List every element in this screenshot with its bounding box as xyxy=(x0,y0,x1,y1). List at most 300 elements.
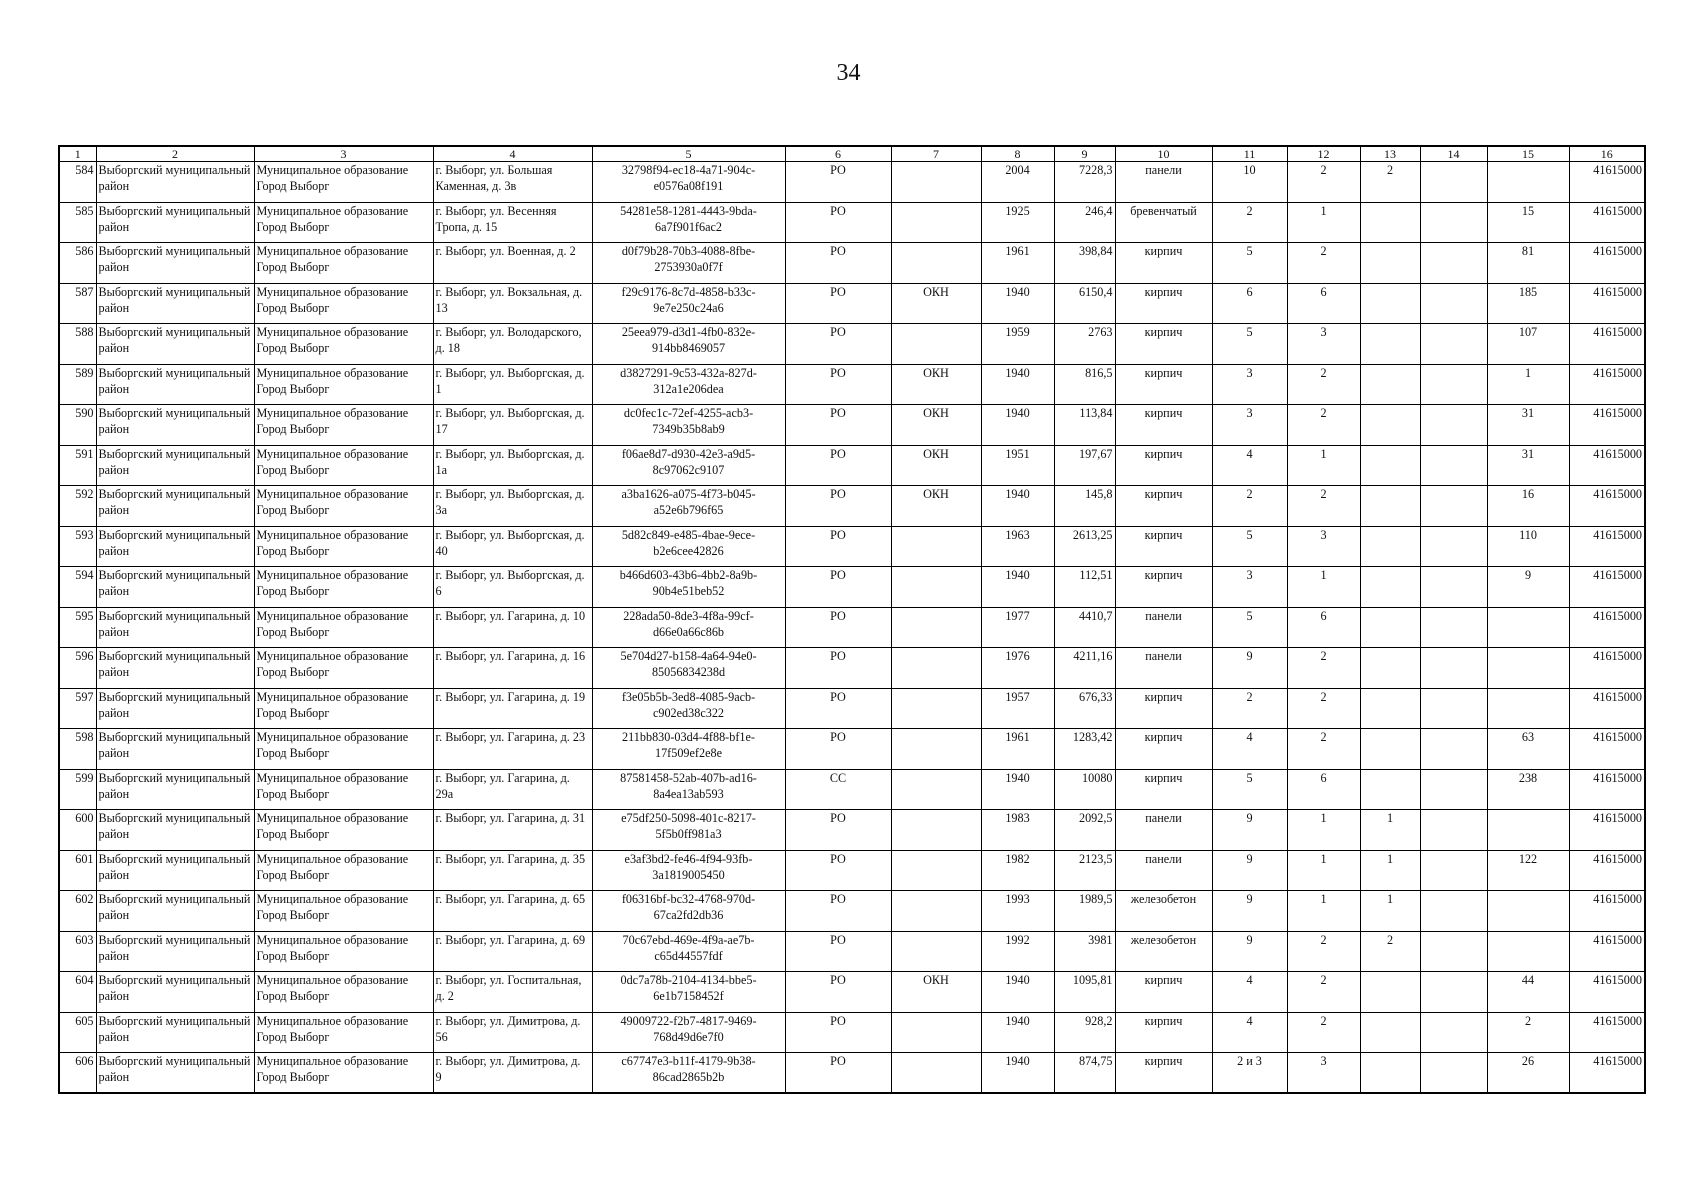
column-15-value-cell xyxy=(1487,688,1569,729)
municipality-name-cell: Муниципальное образование Город Выборг xyxy=(254,769,433,810)
ownership-type-cell: РО xyxy=(785,243,891,284)
heritage-status-cell: ОКН xyxy=(891,283,981,324)
ownership-type-cell: РО xyxy=(785,162,891,203)
column-header-6: 6 xyxy=(785,146,891,162)
column-15-value-cell: 110 xyxy=(1487,526,1569,567)
column-13-value-cell xyxy=(1360,729,1420,770)
floors-cell: 2 xyxy=(1212,688,1287,729)
column-15-value-cell: 81 xyxy=(1487,243,1569,284)
district-name-cell: Выборгский муниципальный район xyxy=(96,1053,254,1094)
district-name-cell: Выборгский муниципальный район xyxy=(96,283,254,324)
column-14-value-cell xyxy=(1420,445,1487,486)
construction-year-cell: 1940 xyxy=(981,405,1054,446)
column-header-2: 2 xyxy=(96,146,254,162)
row-number-cell: 587 xyxy=(59,283,96,324)
entrances-cell: 6 xyxy=(1287,769,1360,810)
heritage-status-cell xyxy=(891,607,981,648)
floors-cell: 2 и 3 xyxy=(1212,1053,1287,1094)
address-cell: г. Выборг, ул. Гагарина, д. 19 xyxy=(433,688,592,729)
row-number-cell: 592 xyxy=(59,486,96,527)
column-header-7: 7 xyxy=(891,146,981,162)
column-13-value-cell xyxy=(1360,486,1420,527)
wall-material-cell: кирпич xyxy=(1115,405,1212,446)
oktmo-code-cell: 41615000 xyxy=(1569,243,1645,284)
wall-material-cell: кирпич xyxy=(1115,769,1212,810)
total-area-cell: 197,67 xyxy=(1054,445,1115,486)
district-name-cell: Выборгский муниципальный район xyxy=(96,607,254,648)
column-13-value-cell xyxy=(1360,607,1420,648)
row-number-cell: 594 xyxy=(59,567,96,608)
entrances-cell: 6 xyxy=(1287,607,1360,648)
column-15-value-cell: 26 xyxy=(1487,1053,1569,1094)
total-area-cell: 2092,5 xyxy=(1054,810,1115,851)
oktmo-code-cell: 41615000 xyxy=(1569,202,1645,243)
table-row xyxy=(59,1012,1645,1053)
total-area-cell: 1095,81 xyxy=(1054,972,1115,1013)
heritage-status-cell: ОКН xyxy=(891,445,981,486)
table-row xyxy=(59,162,1645,203)
entrances-cell: 2 xyxy=(1287,688,1360,729)
row-number-cell: 598 xyxy=(59,729,96,770)
municipality-name-cell: Муниципальное образование Город Выборг xyxy=(254,810,433,851)
municipality-name-cell: Муниципальное образование Город Выборг xyxy=(254,567,433,608)
wall-material-cell: панели xyxy=(1115,850,1212,891)
municipality-name-cell: Муниципальное образование Город Выборг xyxy=(254,202,433,243)
row-number-cell: 597 xyxy=(59,688,96,729)
column-14-value-cell xyxy=(1420,1053,1487,1094)
oktmo-code-cell: 41615000 xyxy=(1569,567,1645,608)
municipality-name-cell: Муниципальное образование Город Выборг xyxy=(254,1053,433,1094)
column-14-value-cell xyxy=(1420,202,1487,243)
column-15-value-cell: 44 xyxy=(1487,972,1569,1013)
column-14-value-cell xyxy=(1420,405,1487,446)
wall-material-cell: панели xyxy=(1115,648,1212,689)
floors-cell: 6 xyxy=(1212,283,1287,324)
oktmo-code-cell: 41615000 xyxy=(1569,972,1645,1013)
municipality-name-cell: Муниципальное образование Город Выборг xyxy=(254,607,433,648)
entrances-cell: 3 xyxy=(1287,1053,1360,1094)
total-area-cell: 2763 xyxy=(1054,324,1115,365)
table-row xyxy=(59,202,1645,243)
table-row xyxy=(59,243,1645,284)
column-14-value-cell xyxy=(1420,850,1487,891)
floors-cell: 3 xyxy=(1212,567,1287,608)
table-row xyxy=(59,729,1645,770)
total-area-cell: 4410,7 xyxy=(1054,607,1115,648)
address-cell: г. Выборг, ул. Гагарина, д. 29а xyxy=(433,769,592,810)
column-15-value-cell: 107 xyxy=(1487,324,1569,365)
total-area-cell: 1989,5 xyxy=(1054,891,1115,932)
column-13-value-cell xyxy=(1360,688,1420,729)
construction-year-cell: 1957 xyxy=(981,688,1054,729)
address-cell: г. Выборг, ул. Димитрова, д. 9 xyxy=(433,1053,592,1094)
address-cell: г. Выборг, ул. Вокзальная, д. 13 xyxy=(433,283,592,324)
municipality-name-cell: Муниципальное образование Город Выборг xyxy=(254,486,433,527)
column-13-value-cell xyxy=(1360,1053,1420,1094)
address-cell: г. Выборг, ул. Гагарина, д. 35 xyxy=(433,850,592,891)
row-number-cell: 585 xyxy=(59,202,96,243)
district-name-cell: Выборгский муниципальный район xyxy=(96,688,254,729)
column-13-value-cell xyxy=(1360,648,1420,689)
total-area-cell: 928,2 xyxy=(1054,1012,1115,1053)
column-13-value-cell xyxy=(1360,283,1420,324)
ownership-type-cell: РО xyxy=(785,850,891,891)
column-15-value-cell xyxy=(1487,891,1569,932)
heritage-status-cell xyxy=(891,729,981,770)
ownership-type-cell: РО xyxy=(785,364,891,405)
row-number-cell: 590 xyxy=(59,405,96,446)
construction-year-cell: 1963 xyxy=(981,526,1054,567)
municipality-name-cell: Муниципальное образование Город Выборг xyxy=(254,972,433,1013)
wall-material-cell: кирпич xyxy=(1115,243,1212,284)
entrances-cell: 1 xyxy=(1287,850,1360,891)
construction-year-cell: 1977 xyxy=(981,607,1054,648)
object-guid-cell: d0f79b28-70b3-4088-8fbe-2753930a0f7f xyxy=(592,243,785,284)
address-cell: г. Выборг, ул. Гагарина, д. 31 xyxy=(433,810,592,851)
entrances-cell: 2 xyxy=(1287,162,1360,203)
column-14-value-cell xyxy=(1420,729,1487,770)
construction-year-cell: 1940 xyxy=(981,972,1054,1013)
total-area-cell: 145,8 xyxy=(1054,486,1115,527)
total-area-cell: 6150,4 xyxy=(1054,283,1115,324)
district-name-cell: Выборгский муниципальный район xyxy=(96,1012,254,1053)
address-cell: г. Выборг, ул. Гагарина, д. 16 xyxy=(433,648,592,689)
ownership-type-cell: РО xyxy=(785,891,891,932)
address-cell: г. Выборг, ул. Гагарина, д. 10 xyxy=(433,607,592,648)
district-name-cell: Выборгский муниципальный район xyxy=(96,850,254,891)
wall-material-cell: кирпич xyxy=(1115,729,1212,770)
object-guid-cell: dc0fec1c-72ef-4255-acb3-7349b35b8ab9 xyxy=(592,405,785,446)
oktmo-code-cell: 41615000 xyxy=(1569,283,1645,324)
entrances-cell: 2 xyxy=(1287,972,1360,1013)
column-15-value-cell xyxy=(1487,607,1569,648)
row-number-cell: 605 xyxy=(59,1012,96,1053)
heritage-status-cell: ОКН xyxy=(891,972,981,1013)
wall-material-cell: кирпич xyxy=(1115,526,1212,567)
table-row xyxy=(59,324,1645,365)
row-number-cell: 595 xyxy=(59,607,96,648)
wall-material-cell: кирпич xyxy=(1115,324,1212,365)
heritage-status-cell xyxy=(891,526,981,567)
column-14-value-cell xyxy=(1420,526,1487,567)
entrances-cell: 3 xyxy=(1287,526,1360,567)
column-15-value-cell: 238 xyxy=(1487,769,1569,810)
floors-cell: 9 xyxy=(1212,931,1287,972)
column-13-value-cell xyxy=(1360,445,1420,486)
table-row xyxy=(59,850,1645,891)
column-15-value-cell: 2 xyxy=(1487,1012,1569,1053)
district-name-cell: Выборгский муниципальный район xyxy=(96,729,254,770)
column-14-value-cell xyxy=(1420,567,1487,608)
construction-year-cell: 1940 xyxy=(981,567,1054,608)
wall-material-cell: кирпич xyxy=(1115,283,1212,324)
address-cell: г. Выборг, ул. Гагарина, д. 23 xyxy=(433,729,592,770)
oktmo-code-cell: 41615000 xyxy=(1569,486,1645,527)
oktmo-code-cell: 41615000 xyxy=(1569,931,1645,972)
column-15-value-cell xyxy=(1487,648,1569,689)
heritage-status-cell xyxy=(891,567,981,608)
column-header-1: 1 xyxy=(59,146,96,162)
ownership-type-cell: РО xyxy=(785,405,891,446)
oktmo-code-cell: 41615000 xyxy=(1569,405,1645,446)
floors-cell: 5 xyxy=(1212,769,1287,810)
column-14-value-cell xyxy=(1420,486,1487,527)
table-row xyxy=(59,486,1645,527)
construction-year-cell: 1940 xyxy=(981,1053,1054,1094)
table-body xyxy=(59,162,1645,1094)
row-number-cell: 600 xyxy=(59,810,96,851)
district-name-cell: Выборгский муниципальный район xyxy=(96,243,254,284)
column-header-4: 4 xyxy=(433,146,592,162)
construction-year-cell: 2004 xyxy=(981,162,1054,203)
heritage-status-cell xyxy=(891,810,981,851)
construction-year-cell: 1940 xyxy=(981,769,1054,810)
ownership-type-cell: РО xyxy=(785,810,891,851)
district-name-cell: Выборгский муниципальный район xyxy=(96,931,254,972)
object-guid-cell: a3ba1626-a075-4f73-b045-a52e6b796f65 xyxy=(592,486,785,527)
district-name-cell: Выборгский муниципальный район xyxy=(96,526,254,567)
column-header-12: 12 xyxy=(1287,146,1360,162)
ownership-type-cell: РО xyxy=(785,607,891,648)
wall-material-cell: панели xyxy=(1115,162,1212,203)
column-header-10: 10 xyxy=(1115,146,1212,162)
row-number-cell: 602 xyxy=(59,891,96,932)
column-15-value-cell: 185 xyxy=(1487,283,1569,324)
column-14-value-cell xyxy=(1420,324,1487,365)
row-number-cell: 596 xyxy=(59,648,96,689)
ownership-type-cell: РО xyxy=(785,931,891,972)
floors-cell: 9 xyxy=(1212,850,1287,891)
column-13-value-cell: 2 xyxy=(1360,162,1420,203)
column-14-value-cell xyxy=(1420,364,1487,405)
ownership-type-cell: РО xyxy=(785,1053,891,1094)
total-area-cell: 676,33 xyxy=(1054,688,1115,729)
total-area-cell: 10080 xyxy=(1054,769,1115,810)
total-area-cell: 1283,42 xyxy=(1054,729,1115,770)
row-number-cell: 593 xyxy=(59,526,96,567)
address-cell: г. Выборг, ул. Выборгская, д. 3а xyxy=(433,486,592,527)
column-header-16: 16 xyxy=(1569,146,1645,162)
column-15-value-cell xyxy=(1487,810,1569,851)
total-area-cell: 4211,16 xyxy=(1054,648,1115,689)
floors-cell: 9 xyxy=(1212,810,1287,851)
entrances-cell: 3 xyxy=(1287,324,1360,365)
object-guid-cell: 87581458-52ab-407b-ad16-8a4ea13ab593 xyxy=(592,769,785,810)
oktmo-code-cell: 41615000 xyxy=(1569,769,1645,810)
column-15-value-cell: 31 xyxy=(1487,405,1569,446)
oktmo-code-cell: 41615000 xyxy=(1569,850,1645,891)
object-guid-cell: d3827291-9c53-432a-827d-312a1e206dea xyxy=(592,364,785,405)
district-name-cell: Выборгский муниципальный район xyxy=(96,486,254,527)
entrances-cell: 1 xyxy=(1287,891,1360,932)
entrances-cell: 2 xyxy=(1287,405,1360,446)
heritage-status-cell xyxy=(891,769,981,810)
construction-year-cell: 1992 xyxy=(981,931,1054,972)
municipality-name-cell: Муниципальное образование Город Выборг xyxy=(254,243,433,284)
district-name-cell: Выборгский муниципальный район xyxy=(96,202,254,243)
floors-cell: 2 xyxy=(1212,486,1287,527)
floors-cell: 5 xyxy=(1212,324,1287,365)
table-row xyxy=(59,972,1645,1013)
entrances-cell: 2 xyxy=(1287,1012,1360,1053)
district-name-cell: Выборгский муниципальный район xyxy=(96,891,254,932)
row-number-cell: 589 xyxy=(59,364,96,405)
object-guid-cell: 0dc7a78b-2104-4134-bbe5-6e1b7158452f xyxy=(592,972,785,1013)
total-area-cell: 246,4 xyxy=(1054,202,1115,243)
construction-year-cell: 1925 xyxy=(981,202,1054,243)
floors-cell: 10 xyxy=(1212,162,1287,203)
table-row xyxy=(59,1053,1645,1094)
column-header-13: 13 xyxy=(1360,146,1420,162)
ownership-type-cell: РО xyxy=(785,729,891,770)
address-cell: г. Выборг, ул. Госпитальная, д. 2 xyxy=(433,972,592,1013)
entrances-cell: 2 xyxy=(1287,648,1360,689)
floors-cell: 9 xyxy=(1212,648,1287,689)
address-cell: г. Выборг, ул. Выборгская, д. 17 xyxy=(433,405,592,446)
column-15-value-cell: 63 xyxy=(1487,729,1569,770)
row-number-cell: 606 xyxy=(59,1053,96,1094)
column-13-value-cell xyxy=(1360,202,1420,243)
column-13-value-cell xyxy=(1360,769,1420,810)
entrances-cell: 1 xyxy=(1287,445,1360,486)
heritage-status-cell: ОКН xyxy=(891,486,981,527)
heritage-status-cell: ОКН xyxy=(891,364,981,405)
oktmo-code-cell: 41615000 xyxy=(1569,1012,1645,1053)
oktmo-code-cell: 41615000 xyxy=(1569,607,1645,648)
object-guid-cell: c67747e3-b11f-4179-9b38-86cad2865b2b xyxy=(592,1053,785,1094)
municipality-name-cell: Муниципальное образование Город Выборг xyxy=(254,364,433,405)
column-14-value-cell xyxy=(1420,162,1487,203)
column-14-value-cell xyxy=(1420,243,1487,284)
ownership-type-cell: РО xyxy=(785,648,891,689)
total-area-cell: 398,84 xyxy=(1054,243,1115,284)
wall-material-cell: кирпич xyxy=(1115,486,1212,527)
column-13-value-cell xyxy=(1360,243,1420,284)
ownership-type-cell: РО xyxy=(785,1012,891,1053)
column-14-value-cell xyxy=(1420,283,1487,324)
construction-year-cell: 1940 xyxy=(981,283,1054,324)
municipality-name-cell: Муниципальное образование Город Выборг xyxy=(254,445,433,486)
entrances-cell: 2 xyxy=(1287,486,1360,527)
oktmo-code-cell: 41615000 xyxy=(1569,162,1645,203)
table-row xyxy=(59,688,1645,729)
ownership-type-cell: РО xyxy=(785,688,891,729)
wall-material-cell: кирпич xyxy=(1115,688,1212,729)
municipality-name-cell: Муниципальное образование Город Выборг xyxy=(254,931,433,972)
row-number-cell: 599 xyxy=(59,769,96,810)
district-name-cell: Выборгский муниципальный район xyxy=(96,810,254,851)
construction-year-cell: 1961 xyxy=(981,243,1054,284)
table-row xyxy=(59,526,1645,567)
object-guid-cell: e75df250-5098-401c-8217-5f5b0ff981a3 xyxy=(592,810,785,851)
heritage-status-cell xyxy=(891,243,981,284)
column-14-value-cell xyxy=(1420,931,1487,972)
heritage-status-cell xyxy=(891,850,981,891)
object-guid-cell: 54281e58-1281-4443-9bda-6a7f901f6ac2 xyxy=(592,202,785,243)
ownership-type-cell: РО xyxy=(785,486,891,527)
district-name-cell: Выборгский муниципальный район xyxy=(96,405,254,446)
table-row xyxy=(59,931,1645,972)
table-row xyxy=(59,891,1645,932)
column-15-value-cell: 9 xyxy=(1487,567,1569,608)
entrances-cell: 1 xyxy=(1287,810,1360,851)
heritage-status-cell xyxy=(891,648,981,689)
column-header-14: 14 xyxy=(1420,146,1487,162)
wall-material-cell: кирпич xyxy=(1115,1012,1212,1053)
municipality-name-cell: Муниципальное образование Город Выборг xyxy=(254,648,433,689)
municipality-name-cell: Муниципальное образование Город Выборг xyxy=(254,1012,433,1053)
construction-year-cell: 1976 xyxy=(981,648,1054,689)
entrances-cell: 2 xyxy=(1287,729,1360,770)
heritage-status-cell xyxy=(891,1012,981,1053)
object-guid-cell: 49009722-f2b7-4817-9469-768d49d6e7f0 xyxy=(592,1012,785,1053)
heritage-status-cell xyxy=(891,931,981,972)
ownership-type-cell: РО xyxy=(785,526,891,567)
column-14-value-cell xyxy=(1420,769,1487,810)
floors-cell: 5 xyxy=(1212,526,1287,567)
table-row xyxy=(59,810,1645,851)
total-area-cell: 874,75 xyxy=(1054,1053,1115,1094)
oktmo-code-cell: 41615000 xyxy=(1569,729,1645,770)
column-header-3: 3 xyxy=(254,146,433,162)
municipality-name-cell: Муниципальное образование Город Выборг xyxy=(254,526,433,567)
entrances-cell: 2 xyxy=(1287,931,1360,972)
address-cell: г. Выборг, ул. Володарского, д. 18 xyxy=(433,324,592,365)
ownership-type-cell: РО xyxy=(785,202,891,243)
wall-material-cell: кирпич xyxy=(1115,1053,1212,1094)
column-13-value-cell: 2 xyxy=(1360,931,1420,972)
wall-material-cell: кирпич xyxy=(1115,972,1212,1013)
address-cell: г. Выборг, ул. Весенняя Тропа, д. 15 xyxy=(433,202,592,243)
object-guid-cell: 25eea979-d3d1-4fb0-832e-914bb8469057 xyxy=(592,324,785,365)
table-row xyxy=(59,607,1645,648)
object-guid-cell: 32798f94-ec18-4a71-904c-e0576a08f191 xyxy=(592,162,785,203)
floors-cell: 9 xyxy=(1212,891,1287,932)
municipality-name-cell: Муниципальное образование Город Выборг xyxy=(254,283,433,324)
entrances-cell: 6 xyxy=(1287,283,1360,324)
wall-material-cell: кирпич xyxy=(1115,364,1212,405)
floors-cell: 3 xyxy=(1212,364,1287,405)
column-13-value-cell xyxy=(1360,405,1420,446)
column-14-value-cell xyxy=(1420,810,1487,851)
column-header-9: 9 xyxy=(1054,146,1115,162)
district-name-cell: Выборгский муниципальный район xyxy=(96,648,254,689)
construction-year-cell: 1993 xyxy=(981,891,1054,932)
wall-material-cell: кирпич xyxy=(1115,567,1212,608)
district-name-cell: Выборгский муниципальный район xyxy=(96,567,254,608)
district-name-cell: Выборгский муниципальный район xyxy=(96,769,254,810)
total-area-cell: 2123,5 xyxy=(1054,850,1115,891)
ownership-type-cell: РО xyxy=(785,283,891,324)
column-15-value-cell: 16 xyxy=(1487,486,1569,527)
construction-year-cell: 1961 xyxy=(981,729,1054,770)
construction-year-cell: 1940 xyxy=(981,364,1054,405)
wall-material-cell: кирпич xyxy=(1115,445,1212,486)
object-guid-cell: 5e704d27-b158-4a64-94e0-85056834238d xyxy=(592,648,785,689)
construction-year-cell: 1951 xyxy=(981,445,1054,486)
column-15-value-cell: 15 xyxy=(1487,202,1569,243)
row-number-cell: 588 xyxy=(59,324,96,365)
oktmo-code-cell: 41615000 xyxy=(1569,445,1645,486)
oktmo-code-cell: 41615000 xyxy=(1569,891,1645,932)
address-cell: г. Выборг, ул. Выборгская, д. 1 xyxy=(433,364,592,405)
oktmo-code-cell: 41615000 xyxy=(1569,526,1645,567)
column-14-value-cell xyxy=(1420,688,1487,729)
total-area-cell: 816,5 xyxy=(1054,364,1115,405)
floors-cell: 4 xyxy=(1212,1012,1287,1053)
district-name-cell: Выборгский муниципальный район xyxy=(96,972,254,1013)
column-13-value-cell: 1 xyxy=(1360,891,1420,932)
